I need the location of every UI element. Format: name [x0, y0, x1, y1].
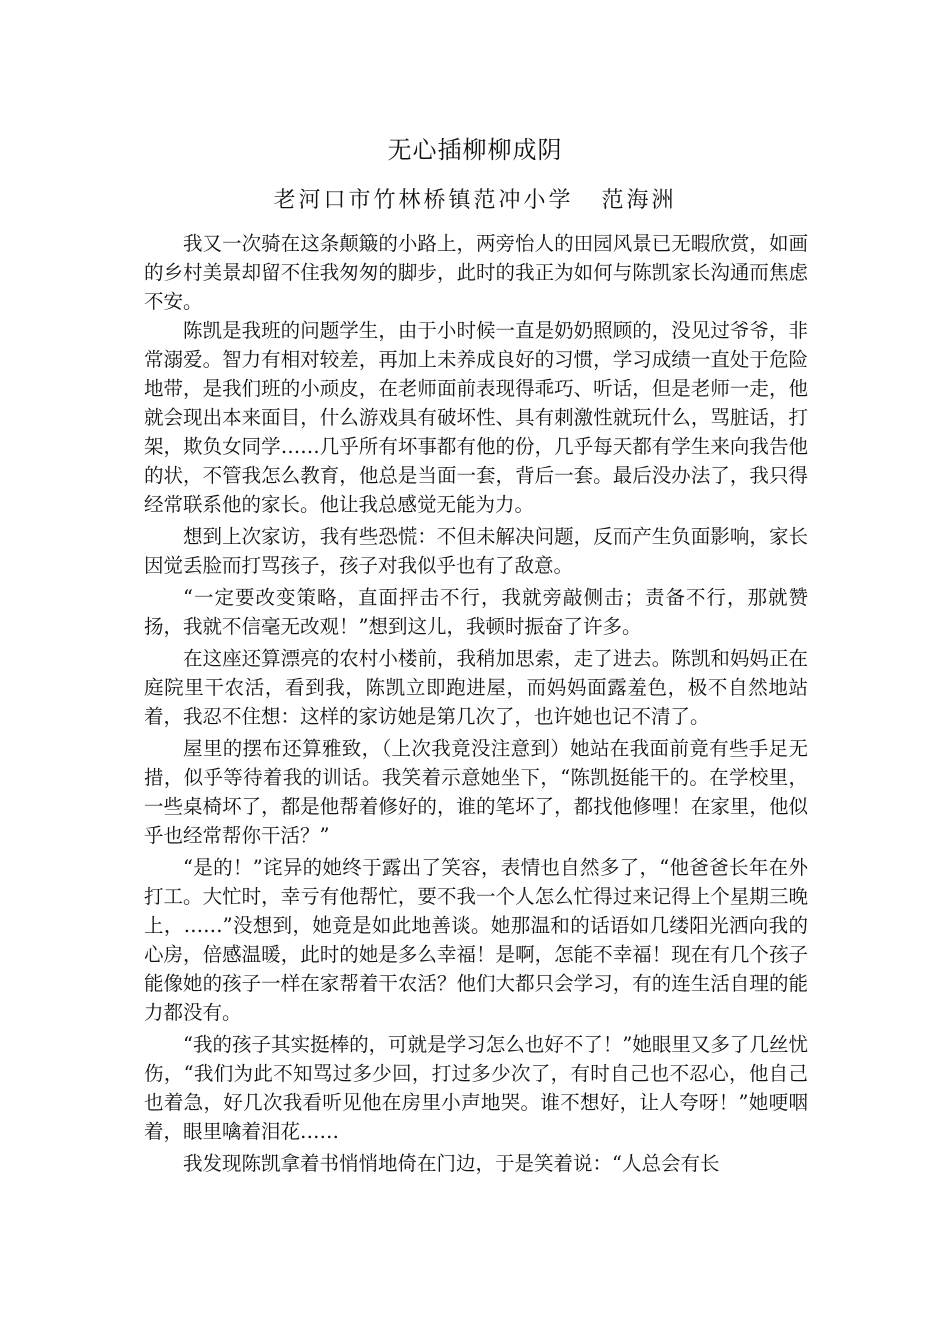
- paragraph-9: 我发现陈凯拿着书悄悄地倚在门边，于是笑着说：“人总会有长: [183, 1152, 720, 1175]
- author-name: 范海洲: [601, 188, 677, 213]
- author-line: [0, 185, 950, 217]
- document-body: [144, 229, 808, 1178]
- paragraph-2: 陈凯是我班的问题学生，由于小时候一直是奶奶照顾的，没见过爷爷，非常溺爱。智力有相对较差，再加上未养成良好的习惯，学习成绩一直处于危险地带，是我们班的小顽皮，在老师面前表现得乖巧、听话，但是老师一走，他就会现出本来面目，什么游戏具有破坏性、具有刺激性就玩什么，骂脏话，打架，欺负女同学……几乎所有坏事都有他的份，几乎每天都有学生来向我告他的状，不管我怎么教育，他总是当面一套，背后一套。最后没办法了，我只得经常联系他的家长。他让我总感觉无能为力。: [144, 319, 808, 516]
- author-school: 老河口市竹林桥镇范冲小学: [273, 188, 574, 213]
- paragraph-4: “一定要改变策略，直面抨击不行，我就旁敲侧击；责备不行，那就赞扬，我就不信毫无改观！”想到这儿，我顿时振奋了许多。: [144, 586, 808, 638]
- paragraph-7: “是的！”诧异的她终于露出了笑容，表情也自然多了，“他爸爸长年在外打工。大忙时，幸亏有他帮忙，要不我一个人怎么忙得过来记得上个星期三晚上，……”没想到，她竟是如此地善谈。她那温和的话语如几缕阳光洒向我的心房，倍感温暖，此时的她是多么幸福！是啊，怎能不幸福！现在有几个孩子能像她的孩子一样在家帮着干农活？他们大都只会学习，有的连生活自理的能力都没有。: [144, 856, 808, 1024]
- paragraph-8: “我的孩子其实挺棒的，可就是学习怎么也好不了！”她眼里又多了几丝忧伤，“我们为此不知骂过多少回，打过多少次了，有时自己也不忍心，他自己也着急，好几次我看听见他在房里小声地哭。谁不想好，让人夸呀！”她哽咽着，眼里噙着泪花……: [144, 1033, 808, 1143]
- document-title: 无心插柳柳成阴: [387, 136, 563, 164]
- paragraph-3: 想到上次家访，我有些恐慌：不但未解决问题，反而产生负面影响，家长因觉丢脸而打骂孩子，孩子对我似乎也有了敌意。: [144, 525, 808, 577]
- paragraph-5: 在这座还算漂亮的农村小楼前，我稍加思索，走了进去。陈凯和妈妈正在庭院里干农活，看到我，陈凯立即跑进屋，而妈妈面露羞色，极不自然地站着，我忍不住想：这样的家访她是第几次了，也许她也记不清了。: [144, 647, 808, 728]
- paragraph-1: 我又一次骑在这条颠簸的小路上，两旁怡人的田园风景已无暇欣赏，如画的乡村美景却留不住我匆匆的脚步，此时的我正为如何与陈凯家长沟通而焦虑不安。: [144, 232, 808, 313]
- paragraph-6: 屋里的摆布还算雅致，（上次我竟没注意到）她站在我面前竟有些手足无措，似乎等待着我的训话。我笑着示意她坐下，“陈凯挺能干的。在学校里，一些桌椅坏了，都是他帮着修好的，谁的笔坏了，都找他修哩！在家里，他似乎也经常帮你干活？”: [144, 737, 808, 847]
